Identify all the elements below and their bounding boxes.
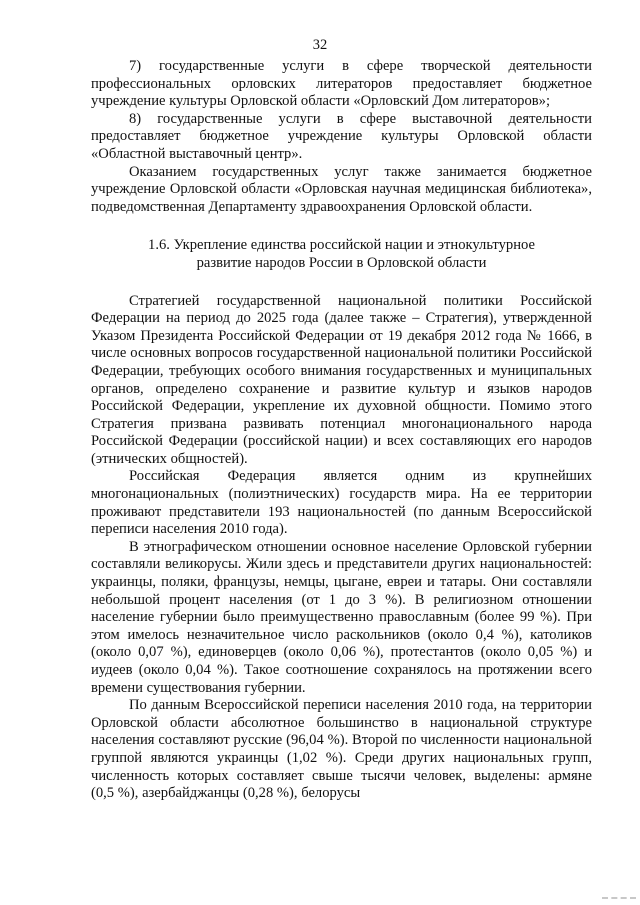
section-heading-line-1: 1.6. Укрепление единства российской нации и этнокультурное	[148, 237, 535, 254]
paragraph-strategy: Стратегией государственной национальной политики Российской Федерации на период до 2025 года (далее также – Стратегия), утвержденной Указом Президента Российской Федерации от 19 декабря 2012 года № 1666, в числе основных вопросов государственной национальной политики Российской Федерации, требующих особого внимания государственных и муниципальных органов, определено сохранение и развитие культур и языков народов Российской Федерации, укрепление их духовной общности. Помимо этого Стратегия призвана развивать потенциал многонационального народа Российской Федерации (российской нации) и всех составляющих его народов (этнических общностей).	[91, 292, 592, 467]
paragraph-federation: Российская Федерация является одним из крупнейших многонациональных (полиэтнических) государств мира. На ее территории проживают представители 193 национальностей (по данным Всероссийской переписи населения 2010 года).	[91, 468, 592, 538]
paragraph-ethnography: В этнографическом отношении основное население Орловской губернии составляли великорусы. Жили здесь и представители других национальностей: украинцы, поляки, французы, немцы, цыгане, евреи и татары. Они составляли небольшой процент населения (от 1 до 3 %). В религиозном отношении население губернии было преимущественно православным (более 99 %). При этом имелось незначительное число раскольников (около 0,4 %), католиков (около 0,07 %), единоверцев (около 0,06 %), протестантов (около 0,05 %) и иудеев (около 0,04 %). Такое соотношение сохранялось на протяжении всего времени существования губернии.	[91, 538, 592, 696]
paragraph-census-2010: По данным Всероссийской переписи населения 2010 года, на территории Орловской области абсолютное большинство в национальной структуре населения составляют русские (96,04 %). Второй по численности национальной группой являются украинцы (1,02 %). Среди других национальных групп, численность которых составляет свыше тысячи человек, выделены: армяне (0,5 %), азербайджанцы (0,28 %), белорусы	[91, 697, 592, 802]
section-heading	[91, 237, 592, 272]
paragraph-item-8: 8) государственные услуги в сфере выставочной деятельности предоставляет бюджетное учреждение культуры Орловской области «Областной выставочный центр».	[91, 110, 592, 162]
paragraph-library: Оказанием государственных услуг также занимается бюджетное учреждение Орловской области «Орловская научная медицинская библиотека», подведомственная Департаменту здравоохранения Орловской области.	[91, 163, 592, 215]
scan-edge-mark	[602, 897, 636, 902]
page-number: 32	[312, 37, 328, 53]
section-heading-line-2: развитие народов России в Орловской области	[196, 254, 487, 271]
paragraph-item-7: 7) государственные услуги в сфере творческой деятельности профессиональных орловских литераторов предоставляет бюджетное учреждение культуры Орловской области «Орловский Дом литераторов»;	[91, 58, 592, 110]
document-body	[91, 58, 592, 803]
